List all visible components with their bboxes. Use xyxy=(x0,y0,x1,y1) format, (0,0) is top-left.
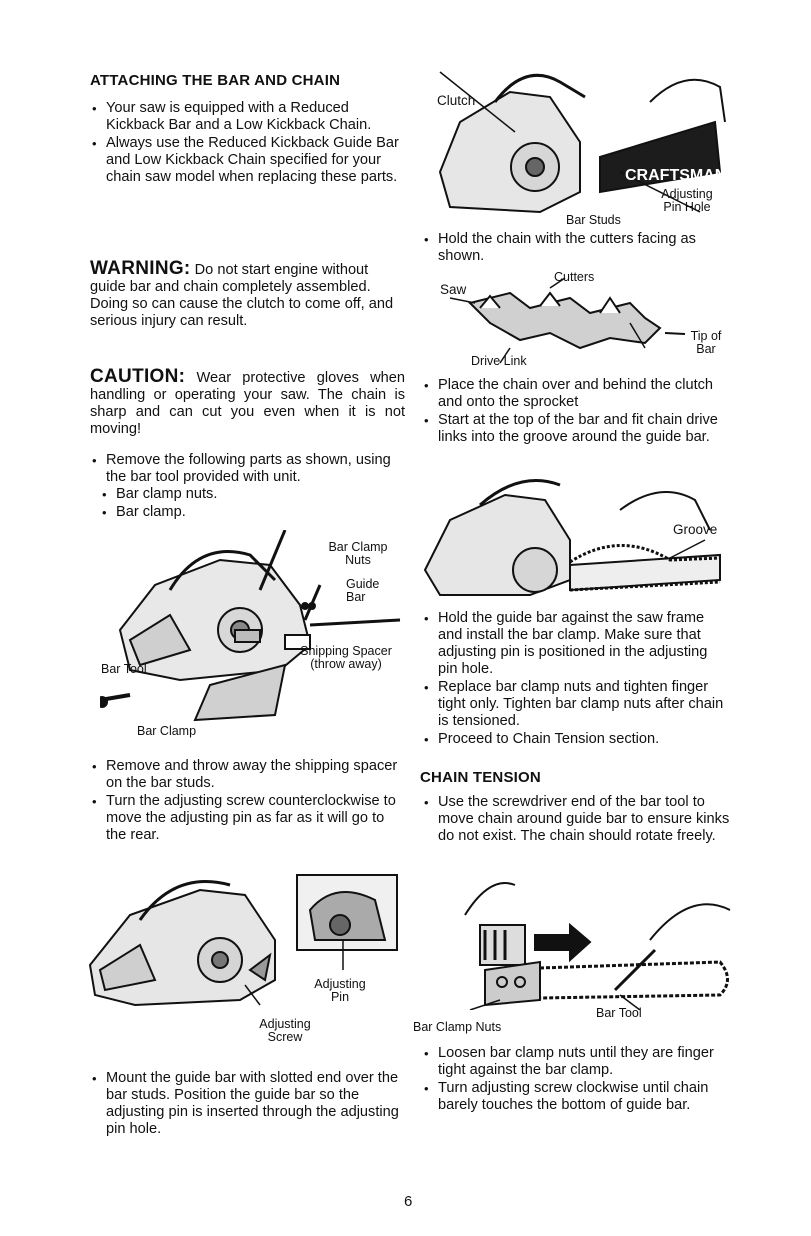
label-text: Bar Clamp Nuts xyxy=(328,540,388,567)
mid-bullet-list xyxy=(88,758,408,845)
list-item: • Mount the guide bar with slotted end over the bar studs. Position the guide bar so the adjusting pin is inserted through the adjusting pin hole. xyxy=(88,1070,408,1138)
bar-tool-tension-illustration xyxy=(440,870,735,1010)
list-item: • Remove and throw away the shipping spacer on the bar studs. xyxy=(88,758,408,792)
label-cutters: Cutters xyxy=(554,270,595,284)
label-guide-bar xyxy=(346,578,386,604)
page-number: 6 xyxy=(404,1193,413,1210)
label-bar-studs: Bar Studs xyxy=(566,213,621,227)
intro-bullet-list xyxy=(88,100,408,187)
chain-groove-illustration xyxy=(420,470,730,605)
list-item: • Bar clamp nuts. xyxy=(88,486,388,503)
caution-block xyxy=(90,368,405,438)
final-right-bullet-list xyxy=(420,1045,730,1115)
label-bar-tool-right: Bar Tool xyxy=(596,1006,642,1020)
label-groove: Groove xyxy=(673,522,718,537)
label-adjusting-screw: Adjusting Screw xyxy=(259,1017,311,1044)
label-clutch: Clutch xyxy=(437,93,476,108)
label-drive-link: Drive Link xyxy=(471,354,527,368)
place-bullet-list xyxy=(420,377,730,447)
caution-text: Wear protective gloves when handling or operating your saw. The chain is sharp and can cut you even when it is not moving! xyxy=(90,370,405,437)
remove-bullet-list xyxy=(88,452,408,487)
caution-label: CAUTION: xyxy=(90,366,186,387)
warning-label: WARNING: xyxy=(90,258,191,279)
final-left-bullet-list xyxy=(88,1070,408,1139)
label-shipping-spacer: Shipping Spacer (throw away) xyxy=(300,644,392,671)
label-text: Guide Bar xyxy=(346,577,380,604)
install-bullet-list xyxy=(420,610,730,749)
hold-bullet-list xyxy=(420,231,730,266)
list-item: • Start at the top of the bar and fit chain drive links into the groove around the guide bar. xyxy=(420,412,730,446)
label-bar-clamp-nuts-right: Bar Clamp Nuts xyxy=(413,1020,502,1034)
section-heading-chain-tension: CHAIN TENSION xyxy=(420,769,541,786)
section-heading-attaching: ATTACHING THE BAR AND CHAIN xyxy=(90,72,341,89)
list-item: • Your saw is equipped with a Reduced Kickback Bar and a Low Kickback Chain. xyxy=(88,100,408,134)
list-item: • Hold the chain with the cutters facing as shown. xyxy=(420,231,730,265)
list-item: • Turn the adjusting screw counterclockwise to move the adjusting pin as far as it will go to the rear. xyxy=(88,793,408,844)
list-item: • Place the chain over and behind the clutch and onto the sprocket xyxy=(420,377,730,411)
brand-logo: CRAFTSMAN xyxy=(625,167,727,184)
warning-block xyxy=(90,260,405,330)
sub-bullet-list xyxy=(88,486,388,522)
tension-bullet-list xyxy=(420,794,730,846)
warning-text: Do not start engine without guide bar and chain completely assembled. Doing so can cause the clutch to come off, and serious injury can result. xyxy=(90,262,394,329)
figure-groove xyxy=(420,470,730,605)
label-adjusting-pin: Adjusting Pin xyxy=(314,977,366,1004)
label-bar-clamp-nuts xyxy=(318,541,398,567)
list-item: • Hold the guide bar against the saw frame and install the bar clamp. Make sure that adjusting pin is positioned in the adjusting pin hole. xyxy=(420,610,730,678)
list-item: • Proceed to Chain Tension section. xyxy=(420,731,730,748)
label-tip-of-bar: Tip of Bar xyxy=(690,329,722,356)
list-item: • Replace bar clamp nuts and tighten finger tight only. Tighten bar clamp nuts after chain is tensioned. xyxy=(420,679,730,730)
list-item: • Remove the following parts as shown, using the bar tool provided with unit. xyxy=(88,452,408,486)
figure-chain-tension xyxy=(440,870,735,1010)
list-item: • Use the screwdriver end of the bar tool to move chain around guide bar to ensure kinks do not exist. The chain should rotate freely. xyxy=(420,794,730,845)
list-item: • Bar clamp. xyxy=(88,504,388,521)
label-bar-clamp: Bar Clamp xyxy=(137,724,197,738)
list-item: • Turn adjusting screw clockwise until chain barely touches the bottom of guide bar. xyxy=(420,1080,730,1114)
label-bar-tool: Bar Tool xyxy=(101,662,147,676)
label-saw: Saw xyxy=(440,282,467,297)
label-adjusting-pin-hole: Adjusting Pin Hole xyxy=(661,187,713,214)
list-item: • Always use the Reduced Kickback Guide Bar and Low Kickback Chain specified for your chain saw model when replacing these parts. xyxy=(88,135,408,186)
list-item: • Loosen bar clamp nuts until they are finger tight against the bar clamp. xyxy=(420,1045,730,1079)
